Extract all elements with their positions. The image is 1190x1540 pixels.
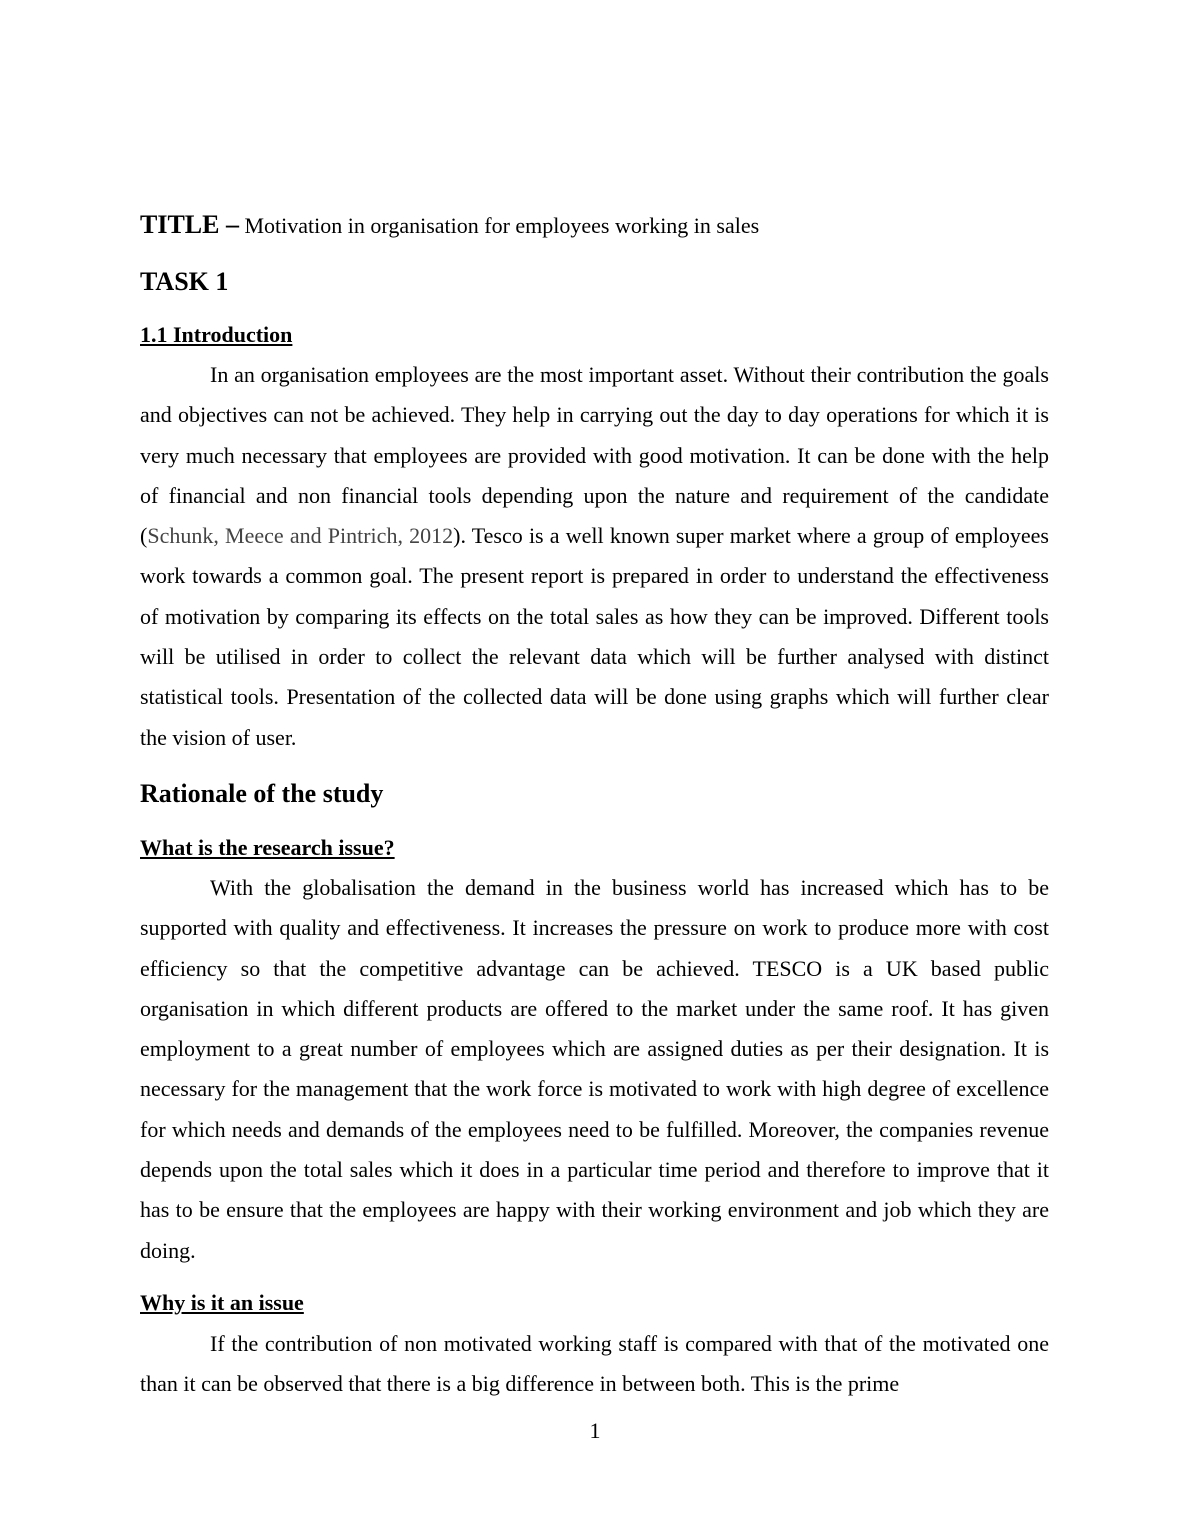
intro-text-start: In an organisation employees are the most important asset. Without their contribution the goals and objectives can not be achieved. They help in carrying out the day to day operations for which it is very much necessary that employees are provided with good motivation. It can be done with the help of financial and non financial tools depending upon the nature and requirement of the candidate ( [140, 362, 1049, 549]
why-issue-heading: Why is it an issue [140, 1289, 304, 1315]
title-text: Motivation in organisation for employees working in sales [244, 213, 760, 238]
why-issue-paragraph: If the contribution of non motivated working staff is compared with that of the motivated one than it can be observed that there is a big difference in between both. This is the prime [140, 1330, 1049, 1397]
intro-text-end: ). Tesco is a well known super market where a group of employees work towards a common goal. The present report is prepared in order to understand the effectiveness of motivation by comparing its effects on the total sales as how they can be improved. Different tools will be utilised in order to collect the relevant data which will be further analysed with distinct statistical tools. Presentation of the collected data will be done using graphs which will further clear the vision of user. [140, 523, 1049, 750]
page-number: 1 [589, 1418, 601, 1443]
intro-citation: Schunk, Meece and Pintrich, 2012 [147, 523, 454, 549]
research-issue-paragraph: With the globalisation the demand in the business world has increased which has to be supported with quality and effectiveness. It increases the pressure on work to produce more with cost efficiency so that the competitive advantage can be achieved. TESCO is a UK based public organisation in which different products are offered to the market under the same roof. It has given employment to a great number of employees which are assigned duties as per their designation. It is necessary for the management that the work force is motivated to work with high degree of excellence for which needs and demands of the employees need to be fulfilled. Moreover, the companies revenue depends upon the total sales which it does in a particular time period and therefore to improve that it has to be ensure that the employees are happy with their working environment and job which they are doing. [140, 874, 1049, 1263]
page-content [140, 207, 1049, 1405]
intro-paragraph [140, 355, 1049, 758]
task-heading: TASK 1 [140, 267, 229, 296]
rationale-heading: Rationale of the study [140, 778, 384, 808]
intro-heading: 1.1 Introduction [140, 322, 293, 347]
title-label: TITLE – [140, 210, 239, 239]
research-issue-heading: What is the research issue? [140, 834, 395, 860]
document-title [140, 207, 1049, 243]
